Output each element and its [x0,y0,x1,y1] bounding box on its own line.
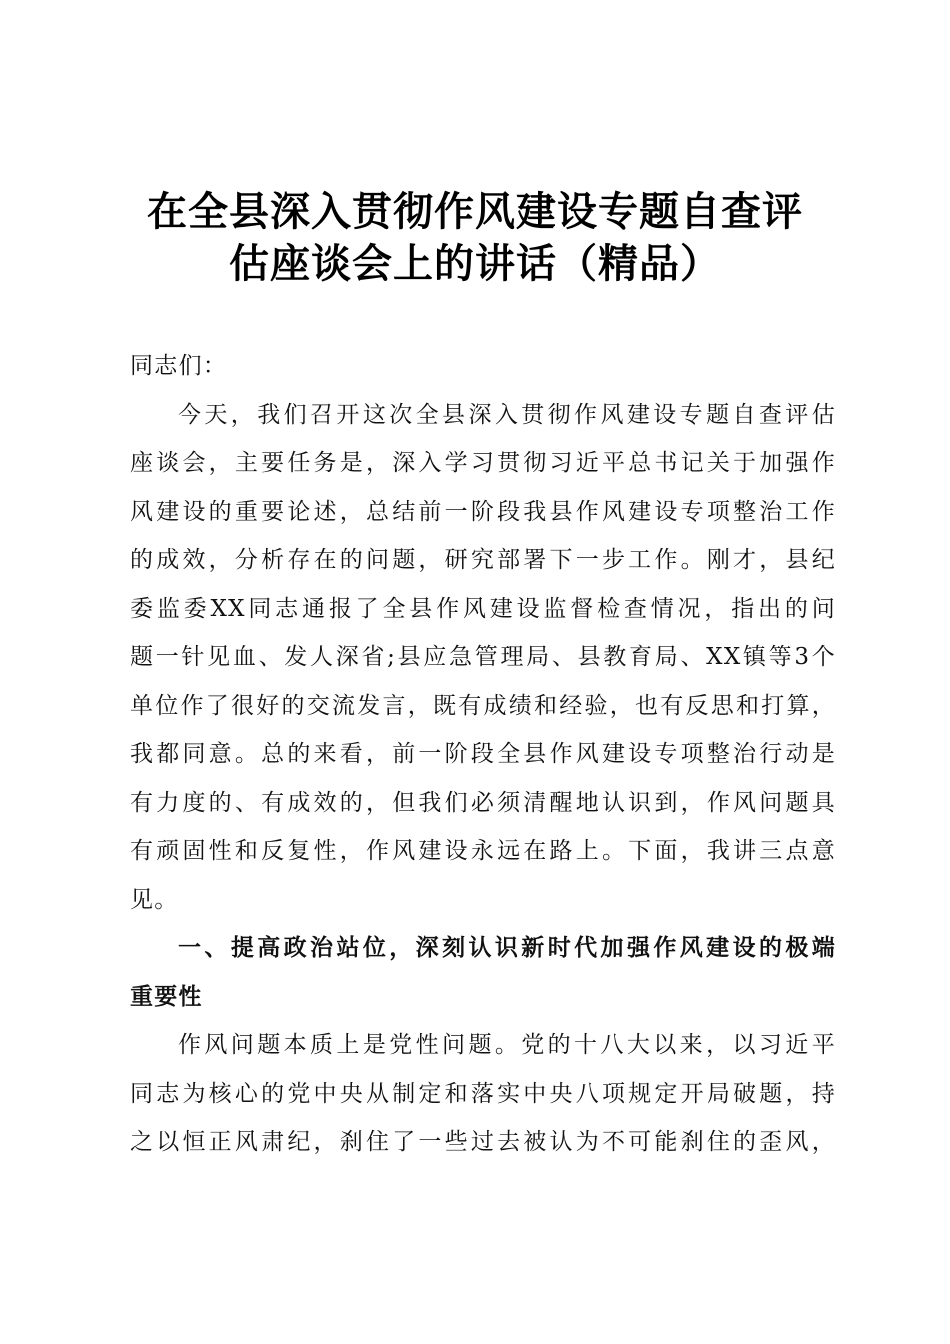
paragraph-line: 有顽固性和反复性，作风建设永远在路上。下面，我讲三点意 [130,838,836,864]
heading-line: 重要性 [130,983,203,1010]
paragraph-line: 见。 [130,886,179,913]
paragraph-intro [130,391,840,925]
paragraph-line: 同志为核心的党中央从制定和落实中央八项规定开局破题，持 [130,1080,836,1107]
title-line-1: 在全县深入贯彻作风建设专题自查评 [147,189,803,235]
paragraph-line: 之以恒正风肃纪，刹住了一些过去被认为不可能刹住的歪风， [130,1129,836,1155]
salutation: 同志们： [130,353,228,379]
paragraph-line: 题一针见血、发人深省;县应急管理局、县教育局、XX镇等3个 [130,644,836,670]
paragraph-line: 有力度的、有成效的，但我们必须清醒地认识到，作风问题具 [130,789,836,816]
paragraph-line: 的成效，分析存在的问题，研究部署下一步工作。刚才，县纪 [130,547,836,573]
paragraph-line: 委监委XX同志通报了全县作风建设监督检查情况，指出的问 [130,595,836,622]
paragraph-line: 座谈会，主要任务是，深入学习贯彻习近平总书记关于加强作 [130,450,836,476]
document-body [130,342,840,1167]
heading-line: 一、提高政治站位，深刻认识新时代加强作风建设的极端 [178,935,836,961]
paragraph-line: 作风问题本质上是党性问题。党的十八大以来，以习近平 [178,1032,836,1058]
section-heading-1 [130,924,840,1021]
document-title [0,186,950,290]
paragraph-line: 单位作了很好的交流发言，既有成绩和经验，也有反思和打算， [130,692,836,719]
paragraph-line: 我都同意。总的来看，前一阶段全县作风建设专项整治行动是 [130,741,836,767]
paragraph-line: 风建设的重要论述，总结前一阶段我县作风建设专项整治工作 [130,498,836,525]
paragraph-line: 今天，我们召开这次全县深入贯彻作风建设专题自查评估 [178,401,836,428]
title-line-2: 估座谈会上的讲话（精品） [229,241,721,287]
paragraph-section-1 [130,1021,840,1167]
